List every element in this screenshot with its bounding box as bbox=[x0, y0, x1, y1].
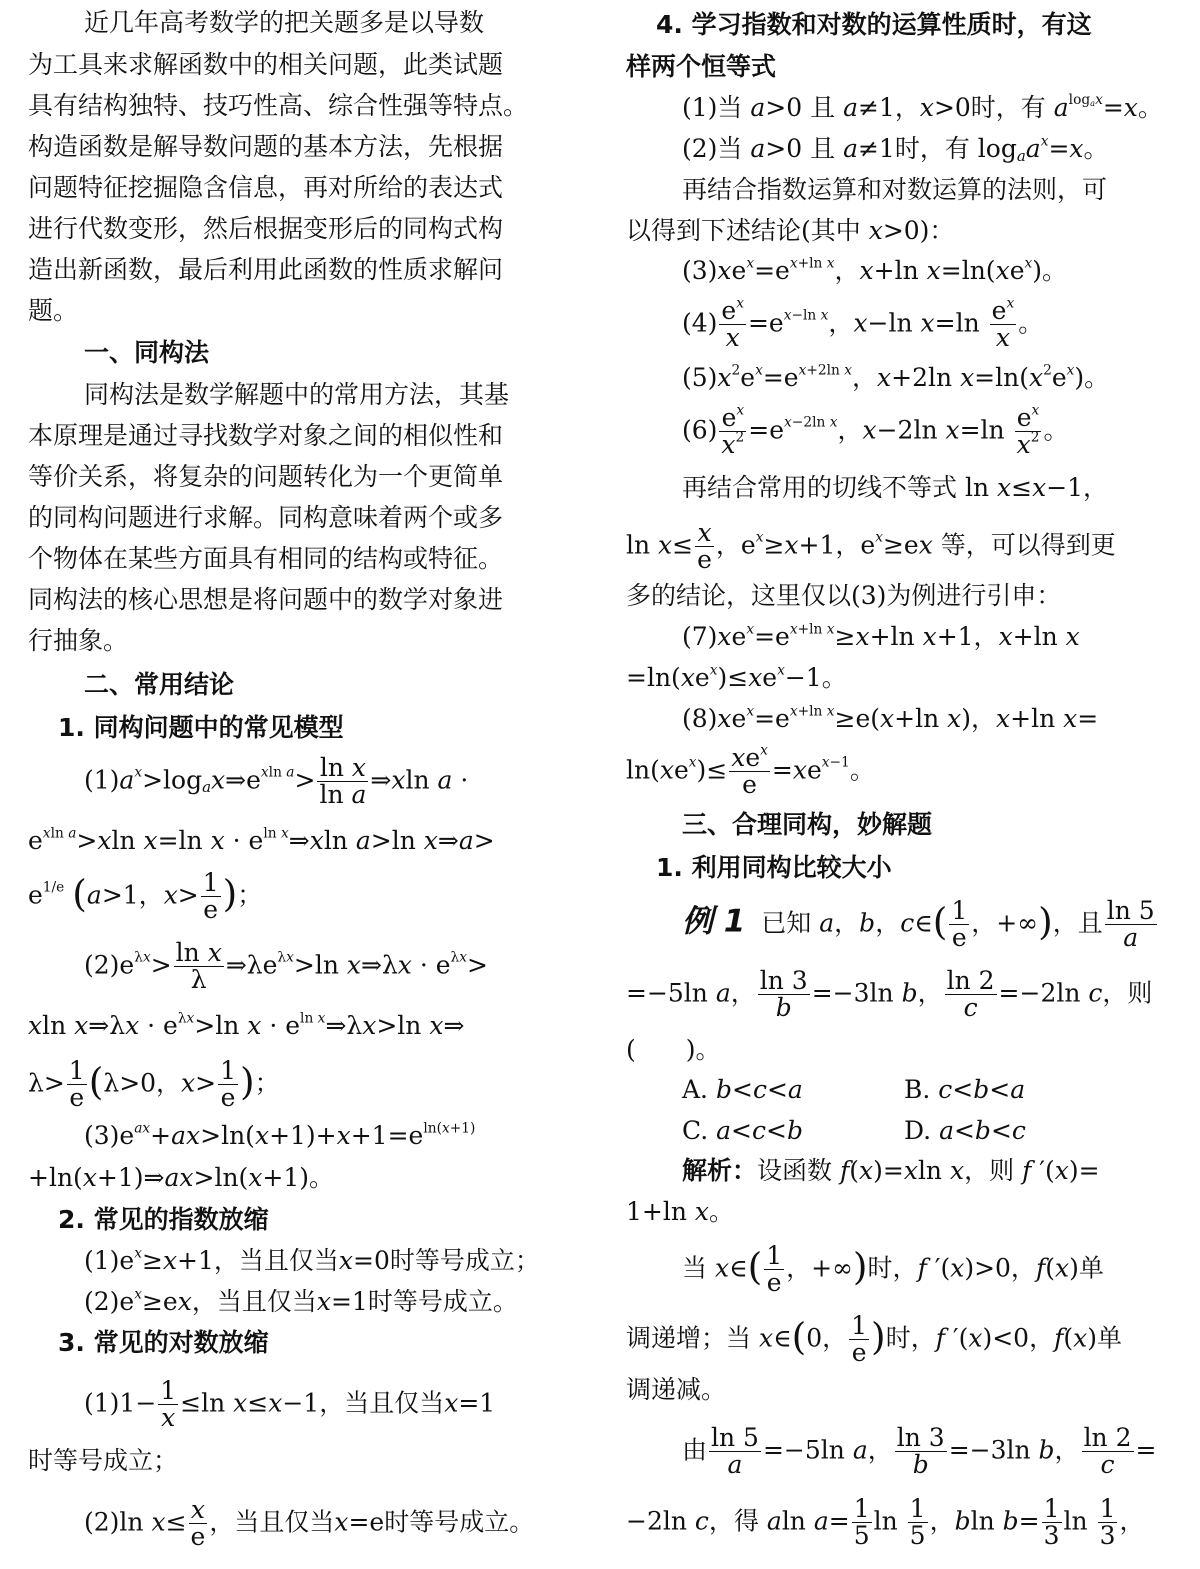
identity-2-and: 且 bbox=[810, 134, 836, 163]
log-scaling-2-tail: 时等号成立。 bbox=[384, 1507, 535, 1537]
intro-line: 进行代数变形，然后根据变形后的同构式构 bbox=[28, 214, 504, 243]
options-row-1 bbox=[682, 1077, 1126, 1102]
log-scaling-1: (1)1− $\frac{1}{x}$ ≤ln x≤x−1，当且仅当x=1 bbox=[84, 1376, 496, 1433]
formula-model-1-cont: $e^{xln a}>xln$ x=ln $x \cdot e^{ln x}\Rightarrow xln$ a>ln x⇒a> bbox=[28, 825, 495, 855]
body-line: 个物体在某些方面具有相同的结构或特征。 bbox=[28, 544, 504, 573]
intro-line: 为工具来求解函数中的相关问题，此类试题 bbox=[28, 50, 504, 79]
example-label: 例 1 bbox=[682, 903, 746, 940]
tangent-line-cont: ln x≤ $\frac{x}{e}$ ，$e^x\ge x+1$，$e^x\ge ex$ 等，可以得到更 bbox=[626, 518, 1116, 575]
derivation-line-cont: −2ln c，得 aln a= $\frac{1}{5}$ ln $\frac{1}{5}$ ，bln b= $\frac{1}{3}$ ln $\frac{1}{3}$ ， bbox=[626, 1494, 1145, 1551]
log-scaling-1-text: 当且仅当 bbox=[344, 1388, 445, 1418]
option-a-label: A. bbox=[682, 1075, 709, 1104]
derivation-line: 由 $\frac{\ln 5}{a}$ =−5ln a， $\frac{\ln 3}{b}$ =−3ln b， $\frac{\ln 2}{c}$ = bbox=[682, 1423, 1157, 1480]
identity-1-and: 且 bbox=[810, 93, 836, 122]
body-line: 行抽象。 bbox=[28, 626, 129, 655]
formula-model-2: $(2)e^{\lambda x}>$ $\frac{\text{ln x}}{\lambda}$ $\Rightarrow\lambda e^{\lambda x}>\ln$ x⇒λx · $e^{\lambda x}>$ bbox=[84, 938, 488, 995]
body-text: 等，可以得到更 bbox=[940, 530, 1116, 560]
analysis-line: 解析：设函数 f(x)=xln x，则 f ′(x)= bbox=[682, 1156, 1100, 1185]
exp-scaling-2: $(2)e^x\ge ex$，当且仅当x=1时等号成立。 bbox=[84, 1286, 518, 1316]
intro-line: 问题特征挖掘隐含信息，再对所给的表达式 bbox=[28, 173, 504, 202]
body-text: 单 bbox=[1078, 1253, 1104, 1283]
tangent-line: 再结合常用的切线不等式 ln x≤x−1， bbox=[682, 473, 1109, 502]
exp-scaling-1: $(1)e^x\ge x+1$，当且仅当x=0时等号成立； bbox=[84, 1245, 540, 1275]
option-b[interactable]: B. c<b<a bbox=[904, 1075, 1026, 1104]
section-heading-isomorphism: 一、同构法 bbox=[84, 338, 210, 367]
analysis-label: 解析： bbox=[682, 1156, 758, 1185]
subheading-models: 1. 同构问题中的常见模型 bbox=[58, 713, 344, 742]
subheading-exp-scaling: 2. 常见的指数放缩 bbox=[58, 1205, 269, 1234]
exp-scaling-2-text: 当且仅当 bbox=[216, 1287, 317, 1316]
monotonic-line-3: 调递减。 bbox=[626, 1375, 727, 1404]
option-c-label: C. bbox=[682, 1116, 709, 1145]
body-text: 则 bbox=[1127, 978, 1153, 1008]
option-d-label: D. bbox=[904, 1116, 932, 1145]
log-scaling-2-text: 当且仅当 bbox=[234, 1507, 335, 1537]
monotonic-line-2: 调递增；当 x∈(0， $\frac{1}{e}$ )时，f ′(x)<0，f(x)单 bbox=[626, 1311, 1122, 1368]
body-line: 本原理是通过寻找数学对象之间的相似性和 bbox=[28, 421, 504, 450]
body-line: 同构法的核心思想是将问题中的数学对象进 bbox=[28, 585, 504, 614]
intro-line: 题。 bbox=[28, 296, 79, 325]
body-line: 多的结论，这里仅以(3)为例进行引申： bbox=[626, 581, 1062, 610]
intro-line: 造出新函数，最后利用此函数的性质求解问 bbox=[28, 255, 504, 284]
option-d[interactable]: D. a<b<c bbox=[904, 1116, 1026, 1145]
conclusion-8: $(8)xe^x=e^{x+ln x}\ge e(x+\ln$ x)，x+ln x= bbox=[682, 703, 1099, 733]
analysis-line-cont: 1+ln x。 bbox=[626, 1197, 735, 1226]
conclusion-7-cont: $=\ln(xe^x)\le xe^x-1$。 bbox=[626, 662, 847, 692]
body-text: 时， bbox=[885, 1323, 936, 1353]
body-text: 由 bbox=[682, 1435, 708, 1465]
option-a[interactable]: A. b<c<a bbox=[682, 1075, 803, 1104]
body-text: 再结合常用的切线不等式 bbox=[682, 473, 958, 502]
body-text: 单 bbox=[1096, 1323, 1122, 1353]
identity-1: (1)当 a>0 且 a≠1，x>0时，有 $a^{log_ax}=x$。 bbox=[682, 92, 1163, 122]
formula-model-3-cont: +ln(x+1)⇒ax>ln(x+1)。 bbox=[28, 1163, 335, 1192]
intro-line: 近几年高考数学的把关题多是以导数 bbox=[84, 8, 485, 37]
conclusion-4: (4) $\frac{e^x}{x}$ $=e^{x-ln x}$，x−ln x=ln $\frac{e^x}{x}$ 。 bbox=[682, 295, 1044, 353]
options-row-2 bbox=[682, 1118, 1126, 1143]
formula-model-2-cont: xln x⇒λx · $e^{\lambda x}>\ln$ $x \cdot e^{ln x}\Rightarrow\lambda x>\ln$ x⇒ bbox=[28, 1010, 465, 1040]
section-heading-conclusions: 二、常用结论 bbox=[84, 670, 235, 699]
body-text: 设函数 bbox=[757, 1156, 833, 1185]
exp-scaling-2-tail: 时等号成立。 bbox=[367, 1287, 518, 1316]
formula-model-1: $(1)a^x>\log_ax\Rightarrow e^{xln a}>$ $\frac{\text{ln x}}{\text{ln a}}$ ⇒xln a · bbox=[84, 753, 469, 810]
body-text: 调递增；当 bbox=[626, 1323, 752, 1353]
option-c[interactable]: C. a<c<b bbox=[682, 1116, 803, 1145]
conclusion-3: $(3)xe^x=e^{x+ln x}$，x+ln $x=\ln(xe^x)$。 bbox=[682, 255, 1068, 285]
subheading-compare: 1. 利用同构比较大小 bbox=[656, 853, 892, 882]
intro-line: 构造函数是解导数问题的基本方法，先根据 bbox=[28, 132, 504, 161]
intro-line: 具有结构独特、技巧性高、综合性强等特点。 bbox=[28, 91, 529, 120]
body-text: 已知 bbox=[761, 908, 812, 938]
body-text: 且 bbox=[1077, 908, 1103, 938]
exp-scaling-1-text: 当且仅当 bbox=[238, 1246, 339, 1275]
log-scaling-2: (2)ln x≤ $\frac{x}{e}$ ，当且仅当x=e时等号成立。 bbox=[84, 1495, 535, 1552]
identity-1-text: 时，有 bbox=[970, 93, 1046, 122]
subheading-identities: 4. 学习指数和对数的运算性质时，有这 bbox=[656, 10, 1092, 39]
example-1-blank: ( )。 bbox=[626, 1035, 721, 1064]
formula-model-1-end: $e^{1/e}$ (a>1，x> $\frac{1}{e}$ )； bbox=[28, 868, 263, 925]
identity-2: (2)当 a>0 且 a≠1时，有 $\log_aa^x=x$。 bbox=[682, 133, 1109, 165]
conclusion-7: $(7)xe^x=e^{x+ln x}\ge x+\ln$ x+1，x+ln x bbox=[682, 621, 1080, 651]
formula-model-2-end: λ> $\frac{1}{e}$ (λ>0，x> $\frac{1}{e}$ )； bbox=[28, 1056, 280, 1113]
identity-2-text: 时，有 bbox=[894, 134, 970, 163]
body-line: 的同构问题进行求解。同构意味着两个或多 bbox=[28, 503, 504, 532]
monotonic-line: 当 x∈( $\frac{1}{e}$ ，+∞)时，f ′(x)>0，f(x)单 bbox=[682, 1241, 1104, 1298]
example-1-stem: 例 1 已知 a，b，c∈( $\frac{1}{e}$ ，+∞)，且 $\frac{\ln 5}{a}$ bbox=[682, 896, 1155, 953]
subheading-log-scaling: 3. 常见的对数放缩 bbox=[58, 1328, 269, 1357]
body-text: 以得到下述结论(其中 bbox=[626, 216, 861, 245]
body-text: 则 bbox=[989, 1156, 1015, 1185]
body-text: 时， bbox=[867, 1253, 918, 1283]
conclusion-5: $(5)x^2e^x=e^{x+2ln x}$，x+2ln $x=\ln(x^2e^x)$。 bbox=[682, 362, 1110, 392]
option-b-label: B. bbox=[904, 1075, 931, 1104]
conclusion-8-cont: $\ln(xe^x)\le$ $\frac{xe^x}{e}$ $=xe^{x-1}$。 bbox=[626, 742, 875, 800]
body-text: 得 bbox=[733, 1506, 759, 1536]
subheading-identities-cont: 样两个恒等式 bbox=[626, 52, 777, 81]
section-heading-apply: 三、合理同构，妙解题 bbox=[682, 810, 933, 839]
body-line: 以得到下述结论(其中 x>0)： bbox=[626, 216, 955, 245]
body-line: 等价关系，将复杂的问题转化为一个更简单 bbox=[28, 462, 504, 491]
conclusion-6: (6) $\frac{e^x}{x^2}$ $=e^{x-2ln x}$，x−2ln x=ln $\frac{e^x}{x^2}$ 。 bbox=[682, 402, 1069, 460]
example-1-stem-cont: =−5ln a， $\frac{\ln 3}{b}$ =−3ln b， $\frac{\ln 2}{c}$ =−2ln c，则 bbox=[626, 966, 1153, 1023]
body-line: 同构法是数学解题中的常用方法，其基 bbox=[84, 380, 510, 409]
log-scaling-1-tail: 时等号成立； bbox=[28, 1446, 179, 1475]
body-line: 再结合指数运算和对数运算的法则，可 bbox=[682, 175, 1108, 204]
exp-scaling-1-tail: 时等号成立； bbox=[389, 1246, 540, 1275]
formula-model-3: $(3)e^{ax}+ax>\ln(x+1)+x+1=e^{ln(x+1)}$ bbox=[84, 1120, 476, 1150]
